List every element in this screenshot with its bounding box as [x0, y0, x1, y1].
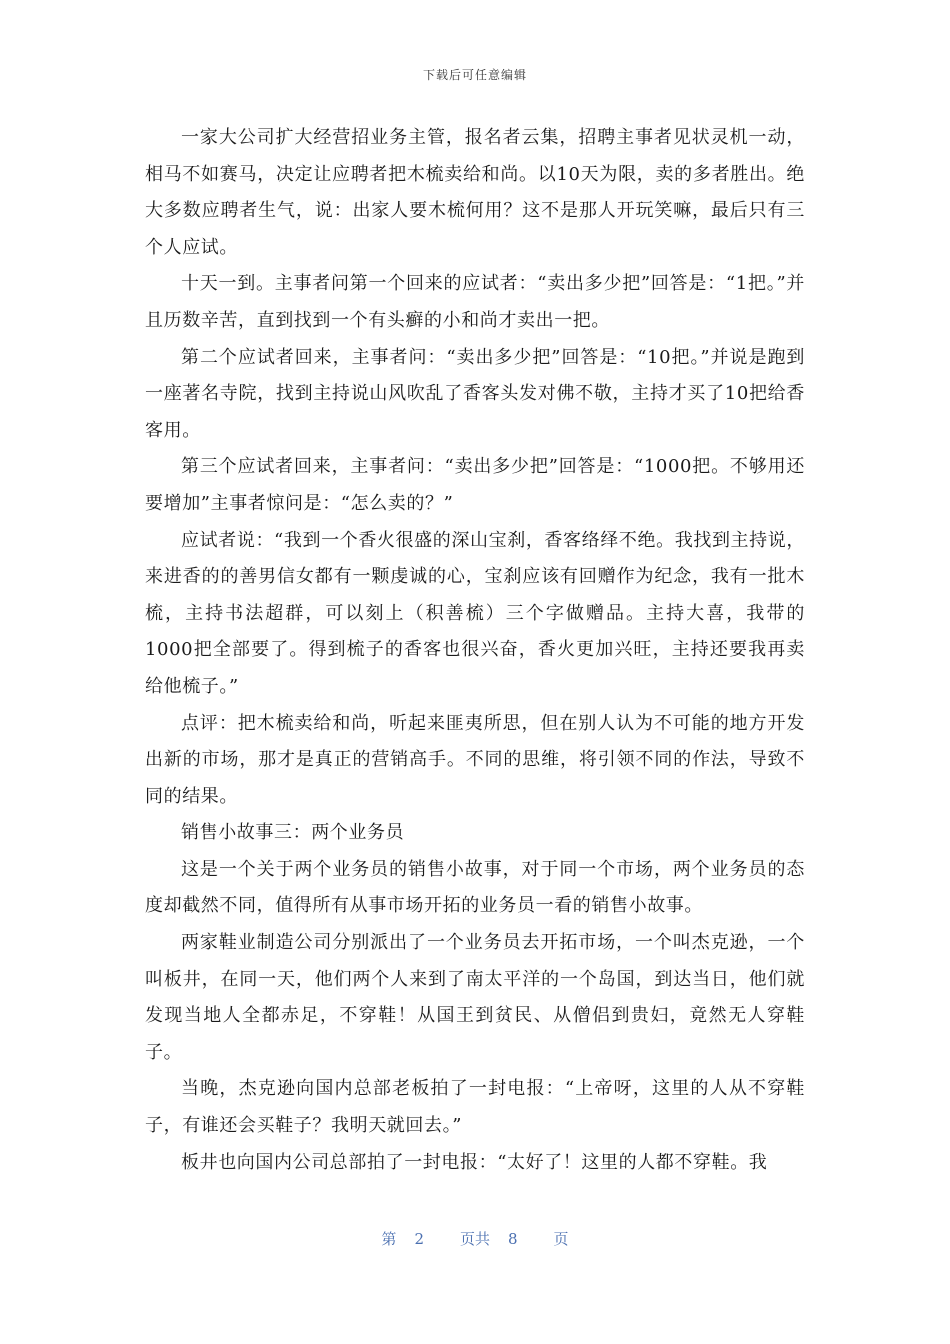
paragraph: 两家鞋业制造公司分别派出了一个业务员去开拓市场，一个叫杰克逊，一个叫板井，在同一天，他们两个人来到了南太平洋的一个岛国，到达当日，他们就发现当地人全都赤足，不穿鞋！从国王到贫民、从僧侣到贵妇，竟然无人穿鞋子。 — [145, 932, 805, 1063]
paragraph: 第三个应试者回来，主事者问：“卖出多少把”回答是：“1000把。不够用还要增加”主事者惊问是：“怎么卖的？” — [145, 456, 805, 514]
footer-middle: 页共 — [459, 1230, 490, 1248]
paragraph: 这是一个关于两个业务员的销售小故事，对于同一个市场，两个业务员的态度却截然不同，值得所有从事市场开拓的业务员一看的销售小故事。 — [145, 858, 805, 917]
paragraph: 当晚，杰克逊向国内总部老板拍了一封电报：“上帝呀，这里的人从不穿鞋子，有谁还会买鞋子？我明天就回去。” — [145, 1078, 805, 1137]
paragraph: 板井也向国内公司总部拍了一封电报：“太好了！这里的人都不穿鞋。我 — [181, 1151, 768, 1173]
footer-prefix: 第 — [381, 1230, 397, 1248]
page-footer — [0, 1228, 950, 1249]
footer-suffix: 页 — [553, 1230, 569, 1248]
paragraph: 十天一到。主事者问第一个回来的应试者：“卖出多少把”回答是：“1把。”并且历数辛苦，直到找到一个有头癣的小和尚才卖出一把。 — [145, 273, 805, 331]
document-body — [145, 120, 805, 1181]
current-page-number: 2 — [414, 1230, 424, 1248]
paragraph: 第二个应试者回来，主事者问：“卖出多少把”回答是：“10把。”并说是跑到一座著名寺院，找到主持说山风吹乱了香客头发对佛不敬，主持才买了10把给香客用。 — [145, 346, 805, 441]
section-heading: 销售小故事三：两个业务员 — [181, 822, 405, 844]
paragraph: 点评：把木梳卖给和尚，听起来匪夷所思，但在别人认为不可能的地方开发出新的市场，那才是真正的营销高手。不同的思维，将引领不同的作法，导致不同的结果。 — [145, 712, 805, 807]
paragraph: 应试者说：“我到一个香火很盛的深山宝刹，香客络绎不绝。我找到主持说，来进香的的善男信女都有一颗虔诚的心，宝刹应该有回赠作为纪念，我有一批木梳，主持书法超群，可以刻上（积善梳）三个字做赠品。主持大喜，我带的1000把全部要了。得到梳子的香客也很兴奋，香火更加兴旺，主持还要我再卖给他梳子。” — [145, 529, 805, 697]
total-pages-number: 8 — [508, 1230, 518, 1248]
paragraph: 一家大公司扩大经营招业务主管，报名者云集，招聘主事者见状灵机一动，相马不如赛马，决定让应聘者把木梳卖给和尚。以10天为限，卖的多者胜出。绝大多数应聘者生气，说：出家人要木梳何用？这不是那人开玩笑嘛，最后只有三个人应试。 — [145, 127, 805, 258]
page-header: 下载后可任意编辑 — [422, 68, 527, 82]
